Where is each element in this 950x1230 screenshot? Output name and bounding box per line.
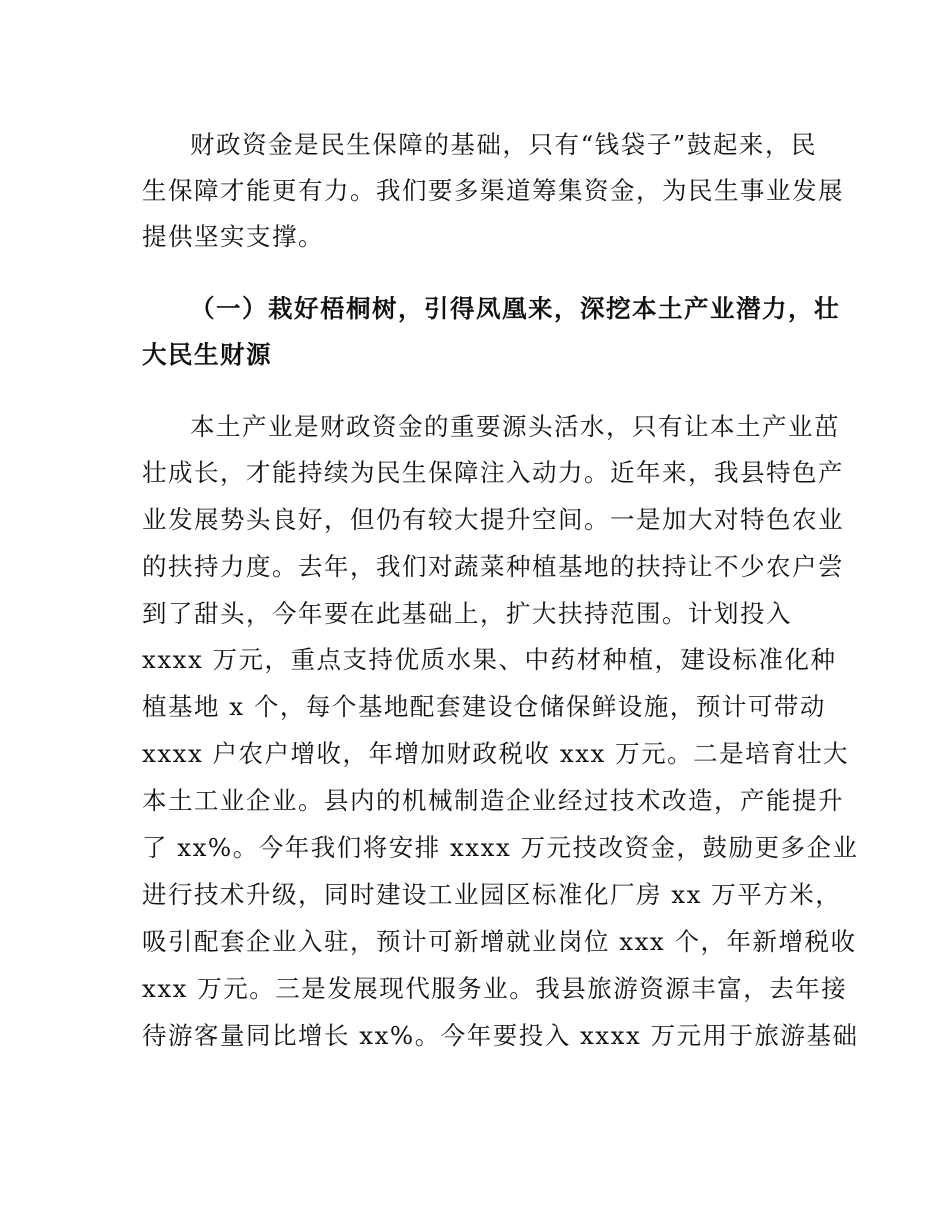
paragraph-2-line-13: xxx 万元。三是发展现代服务业。我县旅游资源丰富，去年接 [142, 974, 848, 1003]
paragraph-2-line-2: 壮成长，才能持续为民生保障注入动力。近年来，我县特色产 [142, 458, 844, 487]
paragraph-2-line-10: 了 xx%。今年我们将安排 xxxx 万元技改资金，鼓励更多企业 [142, 833, 859, 862]
paragraph-1-line-3: 提供坚实支撑。 [142, 222, 324, 251]
paragraph-2-line-11: 进行技术升级，同时建设工业园区标准化厂房 xx 万平方米， [142, 880, 842, 909]
paragraph-2-line-5: 到了甜头，今年要在此基础上，扩大扶持范围。计划投入 [142, 599, 792, 628]
paragraph-2-line-1: 本土产业是财政资金的重要源头活水，只有让本土产业茁 [190, 412, 840, 441]
paragraph-2-line-3: 业发展势头良好，但仍有较大提升空间。一是加大对特色农业 [142, 505, 844, 534]
paragraph-2-line-6: xxxx 万元，重点支持优质水果、中药材种植，建设标准化种 [142, 645, 837, 674]
paragraph-2-line-4: 的扶持力度。去年，我们对蔬菜种植基地的扶持让不少农户尝 [142, 552, 844, 581]
paragraph-2-line-9: 本土工业企业。县内的机械制造企业经过技术改造，产能提升 [142, 786, 844, 815]
paragraph-1-line-1: 财政资金是民生保障的基础，只有“钱袋子”鼓起来，民 [190, 130, 817, 159]
paragraph-2-line-8: xxxx 户农户增收，年增加财政税收 xxx 万元。二是培育壮大 [142, 739, 850, 768]
paragraph-2-line-14: 待游客量同比增长 xx%。今年要投入 xxxx 万元用于旅游基础 [142, 1021, 859, 1050]
section-heading-line-2: 大民生财源 [142, 340, 272, 369]
paragraph-1-line-2: 生保障才能更有力。我们要多渠道筹集资金，为民生事业发展 [142, 176, 844, 205]
paragraph-2-line-12: 吸引配套企业入驻，预计可新增就业岗位 xxx 个，年新增税收 [142, 927, 857, 956]
section-heading-line-1: （一）栽好梧桐树，引得凤凰来，深挖本土产业潜力，壮 [190, 294, 840, 323]
paragraph-2-line-7: 植基地 x 个，每个基地配套建设仓储保鲜设施，预计可带动 [142, 692, 826, 721]
